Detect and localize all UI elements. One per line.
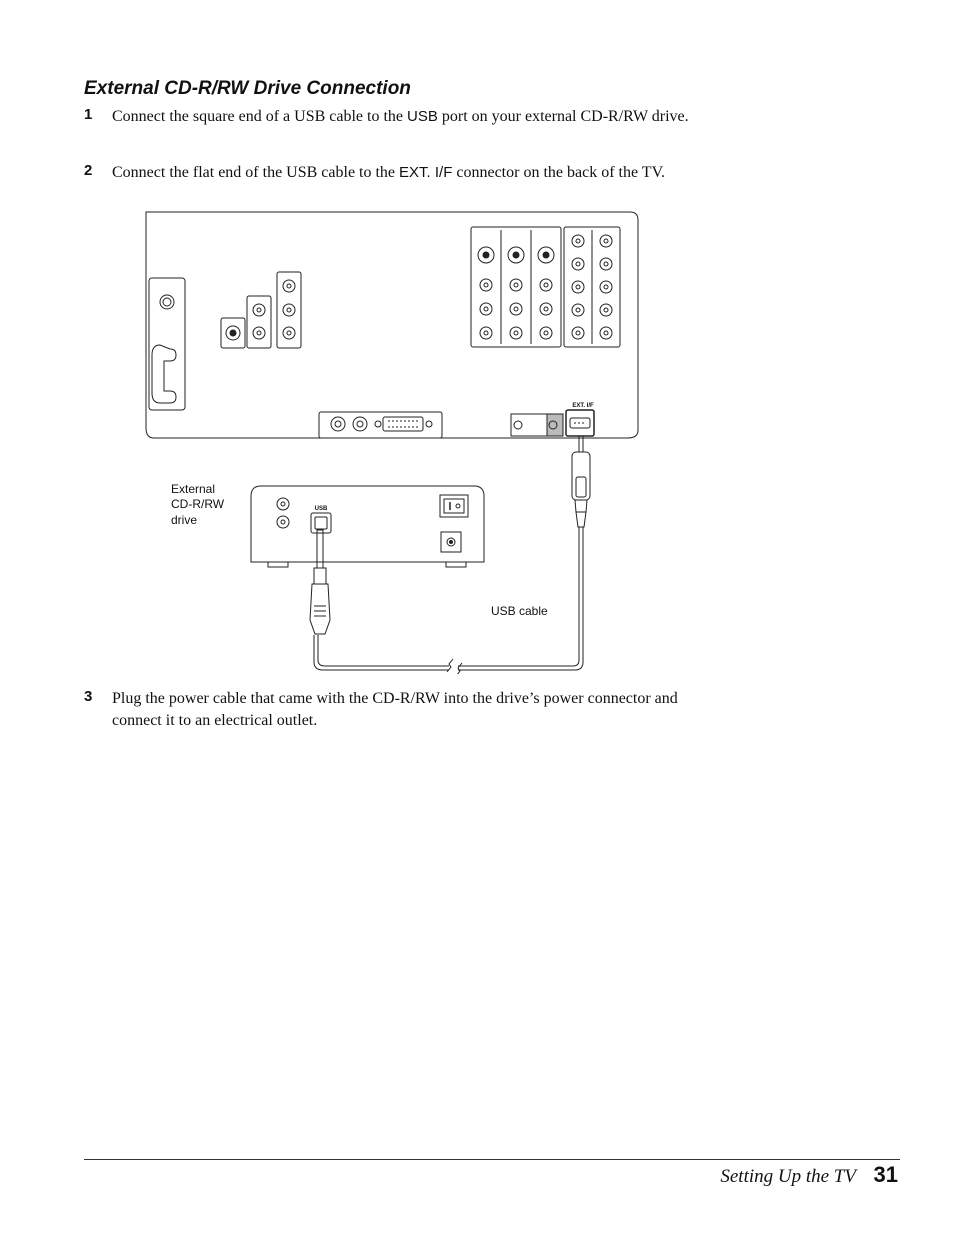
port-name: EXT. I/F (399, 164, 453, 181)
step-number: 1 (84, 106, 93, 123)
connection-diagram (140, 204, 650, 674)
usb-cable (458, 527, 579, 666)
step-text: Plug the power cable that came with the CD-R/RW into the drive’s power connector and connect it to an electrical outlet. (112, 690, 678, 729)
step-number: 3 (84, 688, 93, 705)
step-text: Connect the square end of a USB cable to the USB port on your external CD-R/RW drive. (112, 108, 689, 125)
step-3 (84, 688, 704, 732)
step-2 (84, 162, 704, 184)
page-number: 31 (873, 1162, 898, 1187)
usb-b-plug (310, 584, 330, 634)
step-text: Connect the flat end of the USB cable to the EXT. I/F connector on the back of the TV. (112, 164, 666, 181)
step-1 (84, 106, 704, 128)
dvi-port (383, 417, 423, 431)
port-name: USB (407, 108, 438, 125)
footer-rule (84, 1159, 900, 1160)
phone-line-icon (152, 345, 176, 403)
cd-rw-drive (251, 486, 484, 562)
ext-if-port-label: EXT. I/F (572, 403, 594, 409)
antenna-port-icon (160, 295, 174, 309)
footer-section-title: Setting Up the TV (720, 1166, 856, 1187)
drive-label: External CD-R/RW drive (171, 482, 225, 527)
usb-cable-label: USB cable (491, 604, 548, 618)
drive-usb-label: USB (314, 506, 328, 512)
step-number: 2 (84, 162, 93, 179)
section-heading: External CD-R/RW Drive Connection (84, 78, 411, 99)
usb-a-plug (572, 452, 590, 500)
